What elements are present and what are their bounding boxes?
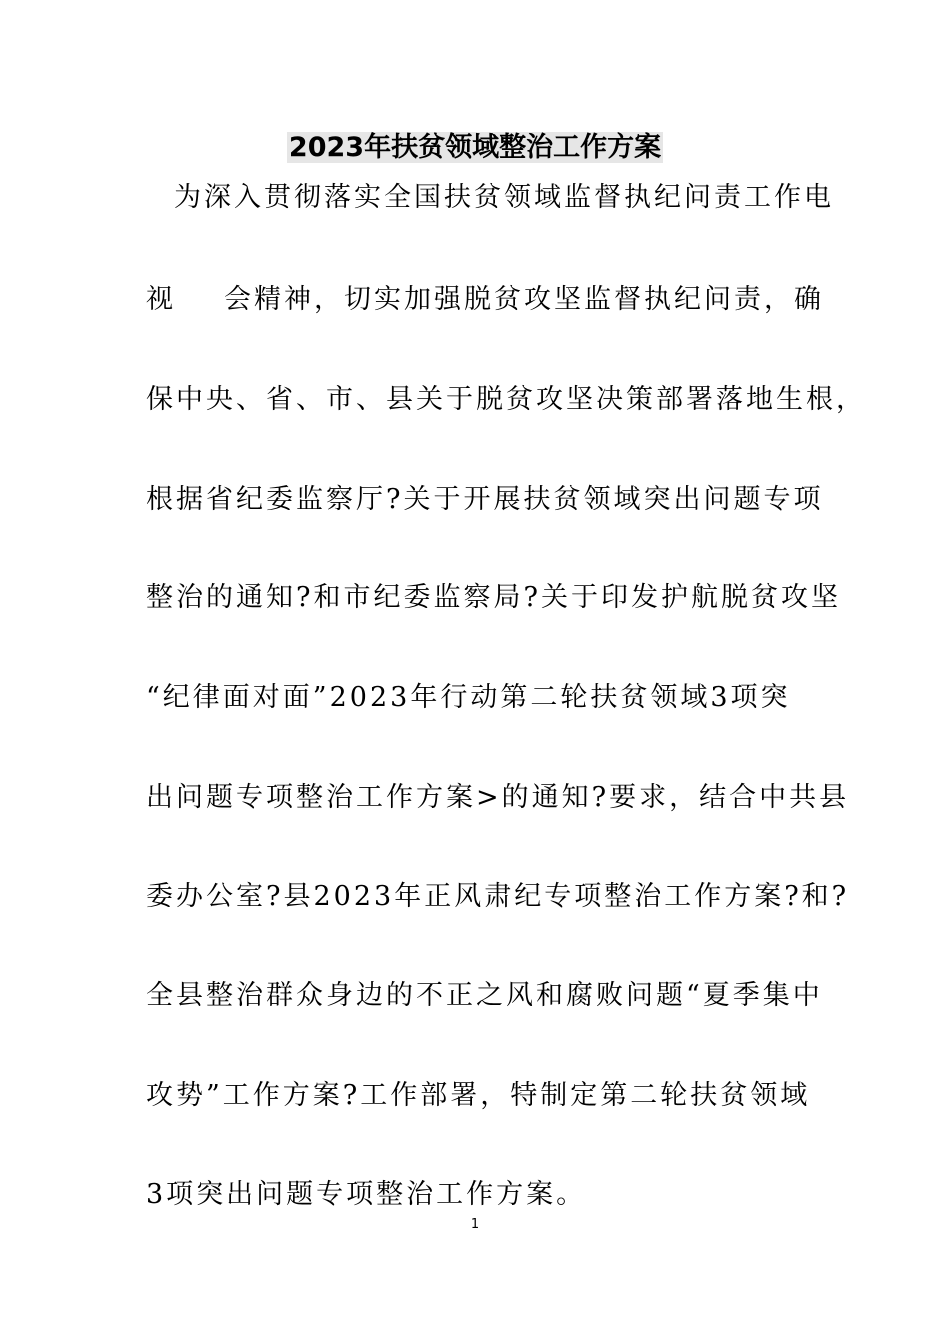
line-segment: 会精神，切实加强脱贫攻坚监督执纪问责，确 <box>224 284 824 315</box>
page-number: 1 <box>470 1217 480 1232</box>
paragraph-line: 为深入贯彻落实全国扶贫领域监督执纪问责工作电 <box>174 182 834 213</box>
title-text: 2023年扶贫领域整治工作方案 <box>288 132 662 163</box>
line-segment: 视 <box>146 284 176 315</box>
paragraph-line: 出问题专项整治工作方案>的通知?要求，结合中共县 <box>146 782 850 813</box>
paragraph-line <box>146 280 826 320</box>
paragraph-line: 全县整治群众身边的不正之风和腐败问题“夏季集中 <box>146 980 823 1011</box>
paragraph-line: 攻势”工作方案?工作部署，特制定第二轮扶贫领域 <box>146 1080 811 1111</box>
document-title <box>0 128 950 168</box>
paragraph-line: 根据省纪委监察厅?关于开展扶贫领域突出问题专项 <box>146 484 824 515</box>
paragraph-line: 委办公室?县2023年正风肃纪专项整治工作方案?和? <box>146 881 850 912</box>
paragraph-line: 保中央、省、市、县关于脱贫攻坚决策部署落地生根， <box>146 384 866 415</box>
paragraph-line: 整治的通知?和市纪委监察局?关于印发护航脱贫攻坚 <box>146 582 841 613</box>
paragraph-line: 3项突出问题专项整治工作方案。 <box>146 1179 587 1210</box>
paragraph-line: “纪律面对面”2023年行动第二轮扶贫领域3项突 <box>146 682 791 713</box>
